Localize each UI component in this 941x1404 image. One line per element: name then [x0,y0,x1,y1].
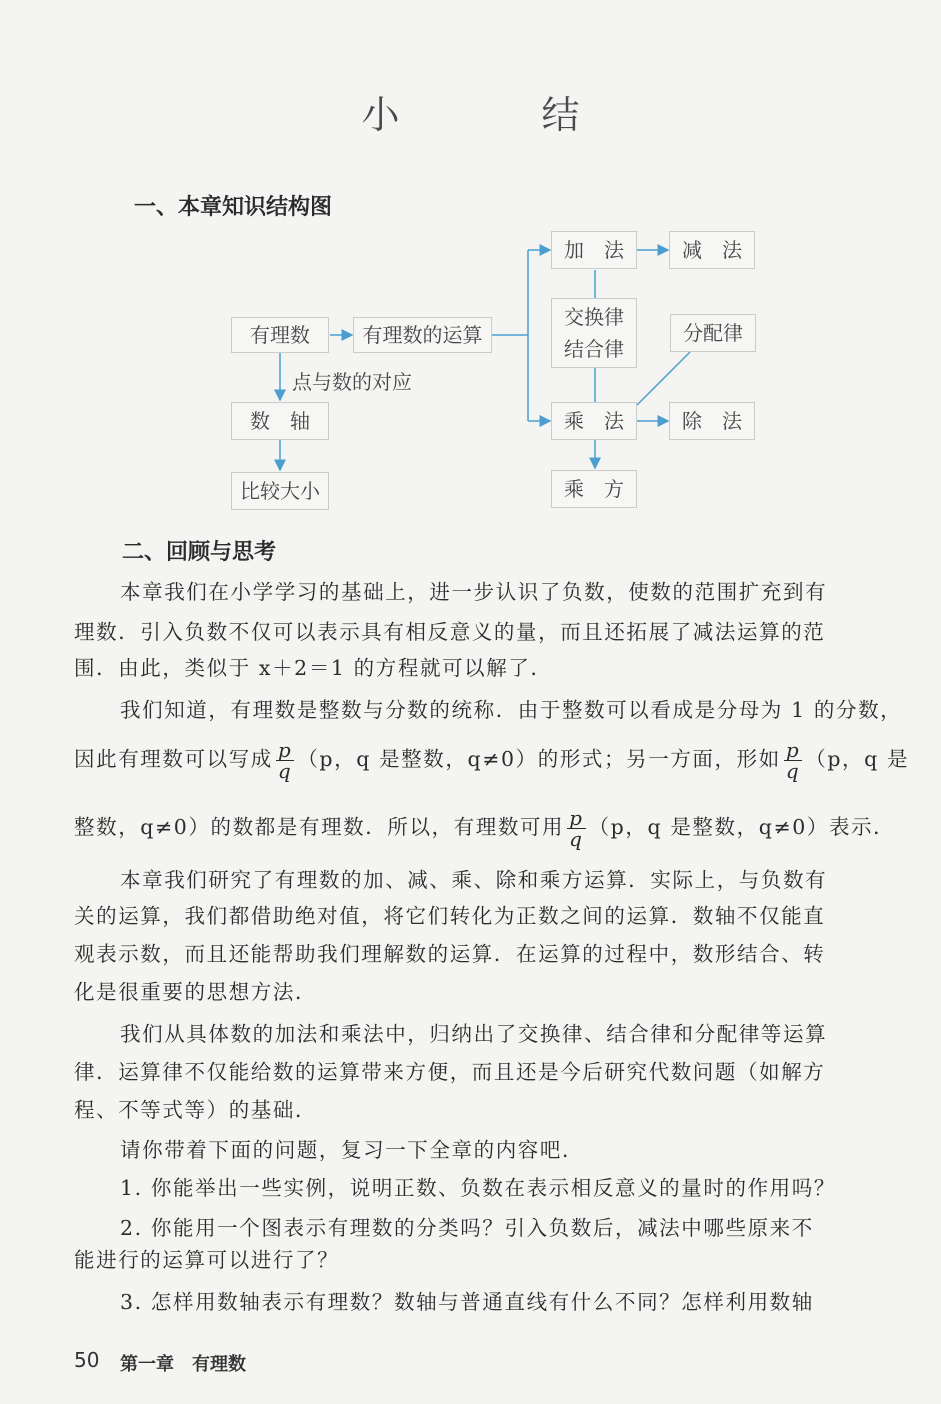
fraction-denominator: q [785,759,801,783]
paragraph-3-line-4: 化是很重要的思想方法． [74,980,318,1004]
node-multiplication: 乘 法 [551,402,637,440]
question-2-line-1: 2. 你能用一个图表示有理数的分类吗？引入负数后，减法中哪些原来不 [120,1216,814,1240]
diagram-connectors [0,0,941,530]
node-compare-size: 比较大小 [231,472,329,510]
paragraph-4-line-3: 程、不等式等）的基础． [74,1098,318,1122]
node-number-axis: 数 轴 [231,402,329,440]
chapter-label: 第一章 有理数 [120,1354,246,1375]
text-segment: （p，q 是整数，q≠0）表示． [588,815,896,839]
node-rational-operations: 有理数的运算 [353,317,492,353]
label-point-number-correspondence: 点与数的对应 [292,370,412,394]
paragraph-5: 请你带着下面的问题，复习一下全章的内容吧． [120,1138,585,1162]
paragraph-1-line-1: 本章我们在小学学习的基础上，进一步认识了负数，使数的范围扩充到有 [120,580,828,604]
page-number: 50 [74,1348,100,1372]
question-3: 3. 怎样用数轴表示有理数？数轴与普通直线有什么不同？怎样利用数轴 [120,1290,814,1314]
question-1: 1. 你能举出一些实例，说明正数、负数在表示相反意义的量时的作用吗？ [120,1176,836,1200]
paragraph-3-line-3: 观表示数，而且还能帮助我们理解数的运算．在运算的过程中，数形结合、转 [74,942,826,966]
node-subtraction: 减 法 [669,231,755,269]
fraction-p-over-q [784,740,802,781]
paragraph-1-line-2: 理数．引入负数不仅可以表示具有相反意义的量，而且还拓展了减法运算的范 [74,620,826,644]
fraction-p-over-q [567,808,585,849]
paragraph-4-line-2: 律．运算律不仅能给数的运算带来方便，而且还是今后研究代数问题（如解方 [74,1060,826,1084]
label-commutative: 交换律 [564,305,624,329]
paragraph-3-line-1: 本章我们研究了有理数的加、减、乘、除和乘方运算．实际上，与负数有 [120,868,828,892]
node-power: 乘 方 [551,470,637,508]
paragraph-2-line-1: 我们知道，有理数是整数与分数的统称．由于整数可以看成是分母为 1 的分数， [120,698,903,722]
text-segment: （p，q 是 [805,747,910,771]
fraction-numerator: p [569,806,584,830]
page-title: 小 结 [361,93,632,137]
paragraph-3-line-2: 关的运算，我们都借助绝对值，将它们转化为正数之间的运算．数轴不仅能直 [74,904,826,928]
question-2-line-2: 能进行的运算可以进行了？ [74,1248,340,1272]
text-segment: 因此有理数可以写成 [74,747,273,771]
section-heading-review: 二、回顾与思考 [122,540,277,565]
fraction-denominator: q [569,827,584,851]
node-addition: 加 法 [551,231,637,269]
knowledge-structure-diagram [0,0,941,530]
fraction-numerator: p [785,738,801,762]
paragraph-1-line-3: 围．由此，类似于 x＋2＝1 的方程就可以解了． [74,656,553,680]
fraction-denominator: q [277,759,293,783]
paragraph-4-line-1: 我们从具体数的加法和乘法中，归纳出了交换律、结合律和分配律等运算 [120,1022,828,1046]
fraction-numerator: p [277,738,293,762]
fraction-p-over-q [276,740,294,781]
text-segment: （p，q 是整数，q≠0）的形式；另一方面，形如 [297,747,781,771]
node-division: 除 法 [669,402,755,440]
label-associative: 结合律 [564,337,624,361]
paragraph-2-line-2 [74,740,916,781]
node-laws [551,298,637,368]
section-heading-structure: 一、本章知识结构图 [134,195,333,220]
text-segment: 整数，q≠0）的数都是有理数．所以，有理数可用 [74,815,565,839]
node-distributive: 分配律 [670,314,756,352]
node-rational-number: 有理数 [231,317,329,353]
connector-distributive-to-multiply [637,352,690,405]
paragraph-2-line-3 [74,808,916,849]
